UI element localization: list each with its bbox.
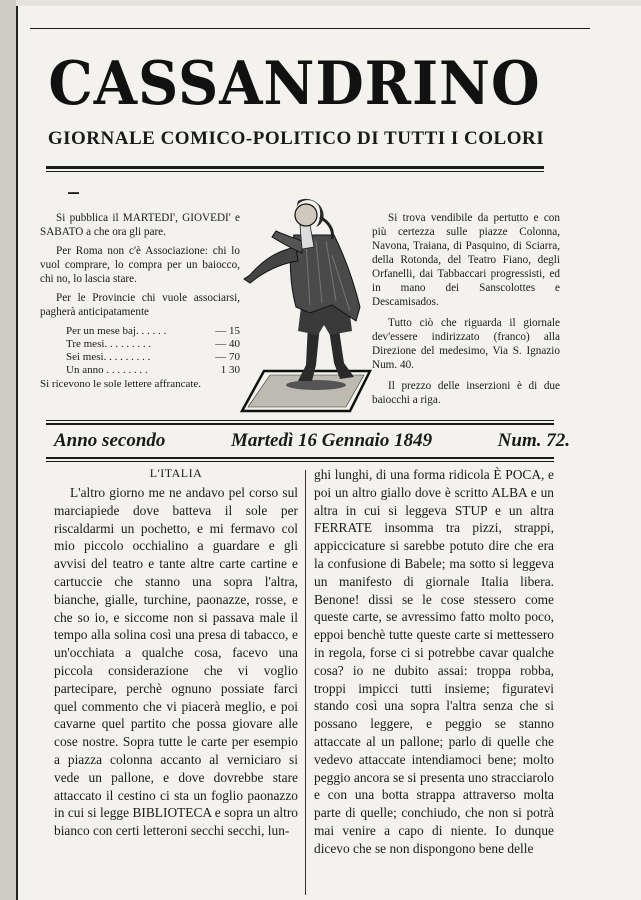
- top-double-rule: [30, 28, 590, 29]
- figure-shadow: [286, 380, 346, 390]
- price-value: — 70: [215, 351, 240, 363]
- issue-info-line: [54, 430, 570, 452]
- price-row: [40, 325, 240, 338]
- column-divider: [305, 470, 306, 895]
- masthead-title: CASSANDRINO: [48, 49, 541, 119]
- info-right-column: [372, 211, 560, 414]
- figure-cravat: [300, 225, 314, 249]
- price-label: Per un mese baj. . . . . .: [66, 325, 167, 337]
- issue-date: Martedì 16 Gennaio 1849: [230, 430, 433, 451]
- article-title: L'ITALIA: [149, 466, 203, 480]
- issue-rule-bottom-thick: [46, 457, 554, 459]
- issue-year: Anno secondo: [54, 430, 166, 451]
- price-list: [40, 325, 240, 391]
- letters-note: Si ricevono le sole lettere affrancate.: [40, 378, 202, 390]
- sale-locations: Si trova vendibile da pertutto e con più certezza sulle piazze Colonna, Navona, Traiana, di Pasquino, di Sciarra, della Rotonda, del Teatro Fiano, degli Orfanelli, dai Tabbaccari progressisti, ed in mano dei Sanscolottes e Descamisados.: [372, 212, 560, 308]
- info-left-column: [40, 211, 240, 391]
- price-row: [40, 351, 240, 364]
- price-row: [40, 338, 240, 351]
- editorial-address: Tutto ciò che riguarda il giornale dev'essere indirizzato (franco) alla Direzione del medesimo, Via S. Ignazio Num. 40.: [372, 317, 560, 371]
- article-paragraph: L'altro giorno me ne andavo pel corso sul marciapiede dove batteva il sole per riscaldarmi un pochetto, e mi fermavo col mio piccolo occhialino a guardare e gli avvisi del teatro e tante altre carte cartine e cartuccie che stanno una sopra l'altra, bianche, gialle, turchine, paonazze, rosse, e che so io, e siccome non si passava male il tempo alla solina così una presa di tabacco, e un'occhiata a qualche cosa, facevo una piccola considerazione che vi voglio partecipare, perchè ognuno possiate farci quel commento che vi piacerà meglio, e poi cavarne quel partito che possa giovare alle cose nostre. Sopra tutte le carte per esempio a piazza colonna accanto al verniciaro si vede un pallone, e dove dovrebbe stare attaccato il cestino ci sta un foglio paonazzo in cui si legge BIBLIOTECA e sopra un altro bianco con certi letteroni secchi secchi, lun-: [54, 485, 298, 839]
- page-edge: [0, 0, 16, 900]
- figure-head: [295, 204, 317, 226]
- issue-rule-top-thick: [46, 423, 554, 425]
- article-paragraph: ghi lunghi, di una forma ridicola È POCA, e poi un altro giallo dove è scritto ALBA e un altra in cui si leggeva STUP e un altra FERRATE insomma tra pizzi, strappi, appiccicature si sarebbe potuto dire che era la confusione di Babele; ma sotto si leggeva un manifesto di giornale Italia libera. Benone! dissi se le cose stessero come queste carte, se avressimo fatto molto poco, eppoi benchè tutte queste carte si mettessero in regola, forse ci si potrebbe cavar qualche cosa? io ne dubito assai: troppa robba, troppi impicci tutti insieme; figuratevi stando così una sopra l'altra senza che si possano leggere, e peggio se stanno attaccate al un pallone; parlo di quelle che vedevo attaccate intendiamoci bene; molto peggio ancora se si presenta uno stracciarolo e con una botta strappa attraverso molta parte di quelle; conchiudo, che non si potrà mai venire a capo di niente. Io dunque dicevo che se non dispongono bene delle: [314, 467, 554, 856]
- advertising-price: Il prezzo delle inserzioni è di due baiocchi a riga.: [372, 380, 560, 406]
- issue-rule-top-thin: [46, 420, 554, 421]
- price-label: Sei mesi. . . . . . . . .: [66, 351, 151, 363]
- price-value: — 15: [215, 325, 240, 337]
- masthead-subtitle: GIORNALE COMICO-POLITICO DI TUTTI I COLORI: [47, 128, 545, 149]
- price-value: 1 30: [220, 364, 240, 376]
- masthead-rule-thick: [46, 166, 544, 169]
- masthead-rule-thin: [46, 171, 544, 172]
- article-column-right: [314, 466, 554, 858]
- ornament-mark: ▬▬: [68, 190, 78, 196]
- article-column-left: [54, 484, 298, 840]
- price-label: Un anno . . . . . . . .: [66, 364, 148, 376]
- price-value: — 40: [215, 338, 240, 350]
- provinces-subscription-note: Per le Provincie chi vuole associarsi, pagherà anticipatamente: [40, 292, 240, 318]
- rome-subscription-note: Per Roma non c'è Associazione: chi lo vuol comprare, lo compra per un baiocco, chi no, lo lascia stare.: [40, 245, 240, 285]
- price-row: [40, 364, 240, 377]
- issue-number: Num. 72.: [497, 430, 570, 451]
- issue-rule-bottom-thin: [46, 461, 554, 462]
- price-label: Tre mesi. . . . . . . . .: [66, 338, 152, 350]
- cassandrino-figure-illustration: [236, 195, 376, 417]
- publication-schedule: Si pubblica il MARTEDI', GIOVEDI' e SABATO a che ora gli pare.: [40, 212, 240, 238]
